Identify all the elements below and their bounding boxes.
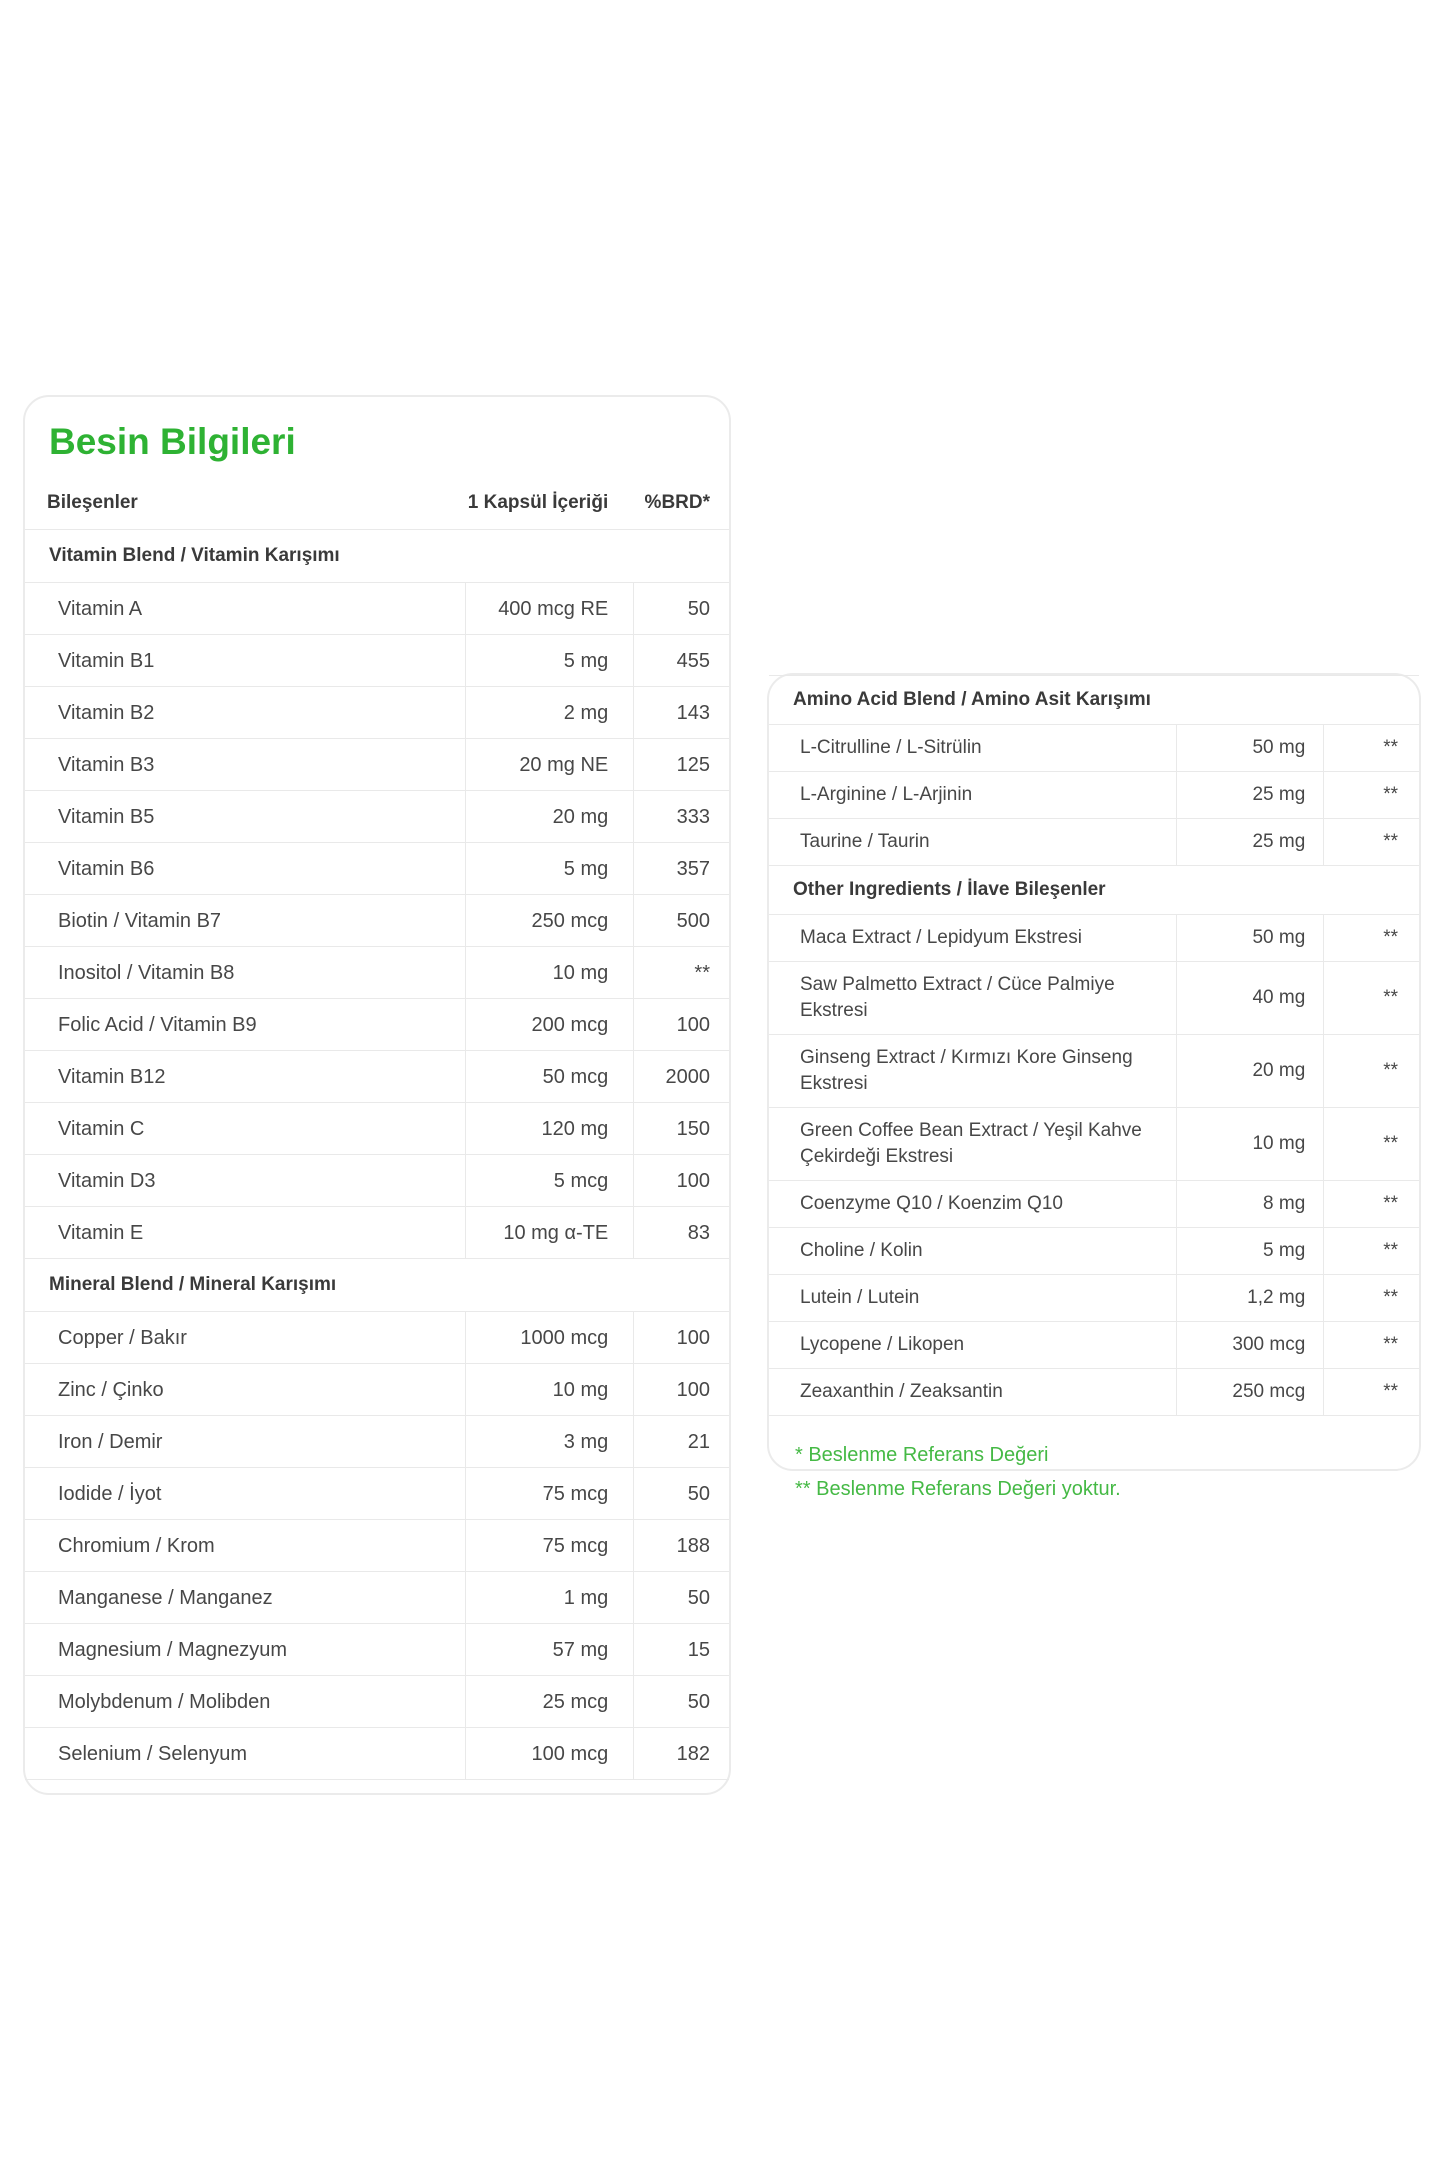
ingredient-amount-cell: [1176, 1108, 1324, 1180]
ingredient-name-cell: [25, 1364, 465, 1415]
ingredient-brd-cell: [633, 583, 729, 634]
ingredient-brd-cell-text: **: [1383, 1193, 1398, 1214]
ingredient-brd-cell-text: 50: [687, 1690, 710, 1713]
ingredient-row: [25, 1727, 729, 1779]
ingredient-brd-cell-text: 100: [676, 1169, 710, 1192]
ingredient-amount-cell: [1176, 725, 1324, 771]
ingredient-row: [25, 842, 729, 894]
column-header-per-capsule: 1 Kapsül İçeriği: [467, 492, 609, 513]
ingredient-amount-cell: [465, 1103, 634, 1154]
ingredient-brd-cell: [1323, 1322, 1419, 1368]
ingredient-amount-cell: [1176, 1275, 1324, 1321]
ingredient-name-cell: [769, 1275, 1176, 1321]
ingredient-name-cell: [769, 1181, 1176, 1227]
ingredient-amount-cell: [465, 1312, 634, 1363]
ingredient-amount-cell: [1176, 772, 1324, 818]
ingredient-row: [25, 1415, 729, 1467]
ingredient-amount-cell: [465, 1364, 634, 1415]
ingredient-name-cell: [769, 725, 1176, 771]
supplement-facts-card: [767, 673, 1421, 1500]
ingredient-brd-cell-text: 83: [687, 1221, 710, 1244]
ingredient-amount-cell-text: 120 mg: [541, 1117, 609, 1140]
ingredient-name-cell: [769, 1035, 1176, 1107]
ingredient-amount-cell-text: 5 mcg: [553, 1169, 609, 1192]
ingredient-row: [769, 724, 1419, 771]
ingredient-brd-cell: [1323, 819, 1419, 865]
ingredient-name-cell-text: Vitamin E: [58, 1221, 144, 1244]
column-header-row: [25, 477, 729, 529]
ingredient-name-cell: [769, 915, 1176, 961]
ingredient-name-cell: [25, 1103, 465, 1154]
ingredient-name-cell: [25, 1155, 465, 1206]
ingredient-brd-cell: [633, 1051, 729, 1102]
ingredient-amount-cell: [465, 1572, 634, 1623]
ingredient-name-cell: [25, 1572, 465, 1623]
ingredient-brd-cell-text: 100: [676, 1378, 710, 1401]
ingredient-brd-cell-text: 50: [687, 1586, 710, 1609]
ingredient-brd-cell-text: 2000: [665, 1065, 710, 1088]
ingredient-amount-cell-text: 3 mg: [563, 1430, 609, 1453]
ingredient-amount-cell-text: 10 mg α-TE: [503, 1221, 609, 1244]
supplement-table-body: [769, 675, 1419, 1415]
ingredient-name-cell-text: Folic Acid / Vitamin B9: [58, 1013, 257, 1036]
ingredient-name-cell-text: Vitamin B6: [58, 857, 155, 880]
ingredient-amount-cell: [465, 635, 634, 686]
ingredient-brd-cell-text: 455: [676, 649, 710, 672]
ingredient-row: [25, 634, 729, 686]
ingredient-amount-cell: [465, 895, 634, 946]
ingredient-name-cell-text: Magnesium / Magnezyum: [58, 1638, 287, 1661]
ingredient-amount-cell-text: 1,2 mg: [1247, 1287, 1306, 1308]
ingredient-name-cell-text: Biotin / Vitamin B7: [58, 909, 222, 932]
ingredient-amount-cell: [465, 1051, 634, 1102]
ingredient-amount-cell: [1176, 1228, 1324, 1274]
ingredient-brd-cell: [1323, 725, 1419, 771]
ingredient-name-cell: [25, 1624, 465, 1675]
footnote-no-reference-value: ** Beslenme Referans Değeri yoktur.: [795, 1478, 1121, 1500]
footnotes-block: [769, 1415, 1419, 1506]
ingredient-name-cell-text: L-Citrulline / L-Sitrülin: [800, 737, 982, 758]
ingredient-name-cell-text: Green Coffee Bean Extract / Yeşil Kahve Çekirdeği Ekstresi: [800, 1120, 1142, 1167]
ingredient-brd-cell-text: **: [1383, 1133, 1398, 1154]
ingredient-amount-cell: [1176, 819, 1324, 865]
footnote-reference-value: * Beslenme Referans Değeri: [795, 1444, 1049, 1466]
ingredient-brd-cell: [1323, 1228, 1419, 1274]
nutrition-card-header: [25, 397, 729, 529]
ingredient-name-cell-text: Copper / Bakır: [58, 1326, 187, 1349]
column-header-brd: %BRD*: [644, 492, 710, 513]
ingredient-brd-cell: [633, 1572, 729, 1623]
ingredient-row: [25, 738, 729, 790]
ingredient-amount-cell: [465, 1207, 634, 1258]
ingredient-amount-cell: [1176, 1322, 1324, 1368]
ingredient-row: [25, 1675, 729, 1727]
column-header-components: Bileşenler: [47, 492, 138, 513]
ingredient-brd-cell: [1323, 1275, 1419, 1321]
nutrition-facts-card: [23, 395, 731, 1795]
ingredient-row: [769, 1034, 1419, 1107]
ingredient-name-cell-text: Zeaxanthin / Zeaksantin: [800, 1381, 1003, 1402]
ingredient-name-cell-text: Lutein / Lutein: [800, 1287, 920, 1308]
section-header-row: Other Ingredients / İlave Bileşenler: [769, 865, 1419, 914]
ingredient-row: [25, 1467, 729, 1519]
ingredient-name-cell: [769, 1322, 1176, 1368]
ingredient-row: [769, 1368, 1419, 1415]
ingredient-name-cell: [25, 1416, 465, 1467]
ingredient-name-cell: [25, 1520, 465, 1571]
ingredient-amount-cell-text: 8 mg: [1263, 1193, 1306, 1214]
ingredient-amount-cell: [465, 791, 634, 842]
ingredient-row: [25, 582, 729, 634]
ingredient-amount-cell-text: 57 mg: [552, 1638, 609, 1661]
ingredient-row: [769, 818, 1419, 865]
ingredient-amount-cell-text: 25 mg: [1252, 831, 1306, 852]
ingredient-name-cell-text: Vitamin D3: [58, 1169, 156, 1192]
ingredient-amount-cell-text: 50 mg: [1252, 737, 1306, 758]
ingredient-amount-cell: [465, 583, 634, 634]
ingredient-row: [25, 894, 729, 946]
ingredient-amount-cell-text: 10 mg: [552, 1378, 609, 1401]
ingredient-amount-cell: [465, 843, 634, 894]
ingredient-amount-cell-text: 250 mcg: [1232, 1381, 1306, 1402]
ingredient-name-cell-text: Vitamin B2: [58, 701, 155, 724]
ingredient-name-cell: [25, 999, 465, 1050]
ingredient-row: [25, 790, 729, 842]
ingredient-amount-cell: [465, 1416, 634, 1467]
ingredient-name-cell-text: Vitamin B5: [58, 805, 155, 828]
ingredient-brd-cell: [633, 947, 729, 998]
ingredient-brd-cell-text: 125: [676, 753, 710, 776]
ingredient-amount-cell: [465, 1728, 634, 1779]
ingredient-name-cell-text: Zinc / Çinko: [58, 1378, 164, 1401]
ingredient-brd-cell-text: 188: [676, 1534, 710, 1557]
ingredient-amount-cell-text: 200 mcg: [531, 1013, 609, 1036]
section-header-row: Amino Acid Blend / Amino Asit Karışımı: [769, 675, 1419, 724]
ingredient-brd-cell-text: 15: [687, 1638, 710, 1661]
ingredient-brd-cell: [633, 635, 729, 686]
ingredient-name-cell-text: Molybdenum / Molibden: [58, 1690, 271, 1713]
ingredient-brd-cell: [1323, 1181, 1419, 1227]
ingredient-row: [769, 1274, 1419, 1321]
ingredient-name-cell: [769, 772, 1176, 818]
ingredient-name-cell: [25, 1051, 465, 1102]
ingredient-amount-cell-text: 25 mg: [1252, 784, 1306, 805]
ingredient-brd-cell-text: 21: [687, 1430, 710, 1453]
ingredient-amount-cell-text: 20 mg NE: [519, 753, 609, 776]
ingredient-brd-cell: [633, 1416, 729, 1467]
section-header-row: Mineral Blend / Mineral Karışımı: [25, 1258, 729, 1311]
ingredient-brd-cell: [633, 1676, 729, 1727]
ingredient-amount-cell-text: 10 mg: [552, 961, 609, 984]
ingredient-name-cell-text: Iron / Demir: [58, 1430, 163, 1453]
ingredient-name-cell: [25, 1468, 465, 1519]
ingredient-amount-cell: [465, 1624, 634, 1675]
ingredient-amount-cell-text: 20 mg: [552, 805, 609, 828]
ingredient-brd-cell: [633, 1207, 729, 1258]
ingredient-amount-cell-text: 1 mg: [563, 1586, 609, 1609]
ingredient-amount-cell: [465, 1520, 634, 1571]
ingredient-name-cell-text: Choline / Kolin: [800, 1240, 923, 1261]
ingredient-brd-cell-text: 50: [687, 597, 710, 620]
ingredient-brd-cell: [1323, 962, 1419, 1034]
ingredient-name-cell-text: Vitamin B12: [58, 1065, 166, 1088]
ingredient-brd-cell-text: **: [1383, 927, 1398, 948]
ingredient-brd-cell-text: **: [1383, 1334, 1398, 1355]
ingredient-amount-cell-text: 5 mg: [563, 857, 609, 880]
ingredient-row: [769, 1180, 1419, 1227]
ingredient-amount-cell-text: 50 mcg: [542, 1065, 609, 1088]
ingredient-name-cell-text: L-Arginine / L-Arjinin: [800, 784, 973, 805]
ingredient-name-cell: [769, 1228, 1176, 1274]
ingredient-brd-cell: [633, 1520, 729, 1571]
ingredient-brd-cell: [633, 895, 729, 946]
ingredient-row: [25, 1050, 729, 1102]
ingredient-name-cell-text: Coenzyme Q10 / Koenzim Q10: [800, 1193, 1063, 1214]
ingredient-brd-cell-text: 357: [676, 857, 710, 880]
ingredient-row: [769, 1227, 1419, 1274]
ingredient-row: [25, 1102, 729, 1154]
ingredient-name-cell-text: Ginseng Extract / Kırmızı Kore Ginseng Ekstresi: [800, 1047, 1133, 1094]
ingredient-amount-cell-text: 50 mg: [1252, 927, 1306, 948]
ingredient-name-cell-text: Saw Palmetto Extract / Cüce Palmiye Ekstresi: [800, 974, 1115, 1021]
ingredient-brd-cell: [1323, 915, 1419, 961]
ingredient-name-cell-text: Taurine / Taurin: [800, 831, 930, 852]
ingredient-amount-cell: [1176, 1181, 1324, 1227]
ingredient-brd-cell-text: **: [1383, 987, 1398, 1008]
ingredient-brd-cell: [1323, 1035, 1419, 1107]
ingredient-row: [25, 1363, 729, 1415]
ingredient-amount-cell: [1176, 1369, 1324, 1415]
ingredient-row: [25, 1311, 729, 1363]
ingredient-brd-cell-text: **: [1383, 784, 1398, 805]
ingredient-amount-cell-text: 2 mg: [563, 701, 609, 724]
ingredient-name-cell-text: Iodide / İyot: [58, 1482, 162, 1505]
ingredient-name-cell: [769, 962, 1176, 1034]
ingredient-name-cell: [25, 1676, 465, 1727]
ingredient-row: [769, 1107, 1419, 1180]
ingredient-brd-cell-text: **: [1383, 1060, 1398, 1081]
ingredient-name-cell: [25, 739, 465, 790]
ingredient-amount-cell: [465, 1676, 634, 1727]
ingredient-amount-cell-text: 5 mg: [1263, 1240, 1306, 1261]
ingredient-amount-cell-text: 400 mcg RE: [498, 597, 609, 620]
ingredient-name-cell: [25, 687, 465, 738]
ingredient-brd-cell: [633, 791, 729, 842]
ingredient-row: [25, 946, 729, 998]
ingredient-name-cell: [25, 1728, 465, 1779]
ingredient-row: [769, 1321, 1419, 1368]
ingredient-brd-cell: [1323, 1369, 1419, 1415]
ingredient-amount-cell-text: 75 mcg: [542, 1482, 609, 1505]
ingredient-amount-cell-text: 100 mcg: [531, 1742, 609, 1765]
ingredient-amount-cell: [465, 947, 634, 998]
ingredient-name-cell-text: Inositol / Vitamin B8: [58, 961, 235, 984]
ingredient-name-cell-text: Vitamin B3: [58, 753, 155, 776]
ingredient-row: [25, 998, 729, 1050]
ingredient-amount-cell-text: 25 mcg: [542, 1690, 609, 1713]
ingredient-brd-cell: [633, 1624, 729, 1675]
ingredient-brd-cell-text: 182: [676, 1742, 710, 1765]
ingredient-brd-cell: [633, 843, 729, 894]
ingredient-amount-cell: [465, 1155, 634, 1206]
ingredient-row: [25, 1571, 729, 1623]
ingredient-amount-cell-text: 5 mg: [563, 649, 609, 672]
ingredient-name-cell: [769, 1108, 1176, 1180]
ingredient-row: [769, 914, 1419, 961]
ingredient-brd-cell-text: **: [1383, 831, 1398, 852]
ingredient-brd-cell-text: 143: [676, 701, 710, 724]
ingredient-amount-cell: [1176, 915, 1324, 961]
ingredient-row: [769, 771, 1419, 818]
ingredient-name-cell-text: Selenium / Selenyum: [58, 1742, 247, 1765]
ingredient-brd-cell: [633, 739, 729, 790]
ingredient-brd-cell: [1323, 772, 1419, 818]
ingredient-amount-cell-text: 300 mcg: [1232, 1334, 1306, 1355]
ingredient-name-cell: [25, 1312, 465, 1363]
ingredient-brd-cell: [633, 1364, 729, 1415]
ingredient-brd-cell: [1323, 1108, 1419, 1180]
ingredient-brd-cell-text: 500: [676, 909, 710, 932]
ingredient-brd-cell: [633, 687, 729, 738]
ingredient-brd-cell-text: 100: [676, 1326, 710, 1349]
nutrition-table-body: [25, 529, 729, 1779]
ingredient-amount-cell-text: 20 mg: [1252, 1060, 1306, 1081]
ingredient-row: [25, 1206, 729, 1258]
ingredient-brd-cell: [633, 1155, 729, 1206]
section-header-row: Vitamin Blend / Vitamin Karışımı: [25, 529, 729, 582]
ingredient-name-cell-text: Chromium / Krom: [58, 1534, 215, 1557]
ingredient-brd-cell-text: **: [1383, 1381, 1398, 1402]
ingredient-row: [769, 961, 1419, 1034]
ingredient-name-cell: [25, 895, 465, 946]
ingredient-name-cell: [25, 635, 465, 686]
ingredient-name-cell: [769, 1369, 1176, 1415]
ingredient-amount-cell-text: 1000 mcg: [520, 1326, 609, 1349]
ingredient-brd-cell-text: **: [1383, 1287, 1398, 1308]
ingredient-amount-cell: [465, 999, 634, 1050]
ingredient-amount-cell: [465, 1468, 634, 1519]
ingredient-name-cell-text: Vitamin B1: [58, 649, 155, 672]
ingredient-row: [25, 1154, 729, 1206]
ingredient-row: [25, 686, 729, 738]
ingredient-name-cell-text: Lycopene / Likopen: [800, 1334, 965, 1355]
ingredient-brd-cell-text: 333: [676, 805, 710, 828]
ingredient-name-cell: [25, 843, 465, 894]
ingredient-brd-cell-text: **: [1383, 737, 1398, 758]
ingredient-amount-cell-text: 75 mcg: [542, 1534, 609, 1557]
ingredient-brd-cell-text: 50: [687, 1482, 710, 1505]
ingredient-amount-cell-text: 250 mcg: [531, 909, 609, 932]
ingredient-amount-cell: [1176, 1035, 1324, 1107]
ingredient-amount-cell: [465, 739, 634, 790]
ingredient-brd-cell: [633, 1103, 729, 1154]
ingredient-brd-cell-text: 150: [676, 1117, 710, 1140]
ingredient-brd-cell: [633, 1728, 729, 1779]
ingredient-brd-cell-text: 100: [676, 1013, 710, 1036]
ingredient-amount-cell: [1176, 962, 1324, 1034]
ingredient-brd-cell: [633, 1468, 729, 1519]
ingredient-brd-cell: [633, 999, 729, 1050]
ingredient-brd-cell-text: **: [694, 961, 710, 984]
ingredient-name-cell-text: Vitamin C: [58, 1117, 145, 1140]
ingredient-name-cell: [25, 791, 465, 842]
card-title: Besin Bilgileri: [49, 421, 296, 462]
ingredient-name-cell: [25, 1207, 465, 1258]
card-bottom-spacer: [25, 1779, 729, 1793]
ingredient-brd-cell: [633, 1312, 729, 1363]
ingredient-name-cell-text: Vitamin A: [58, 597, 143, 620]
ingredient-row: [25, 1623, 729, 1675]
ingredient-brd-cell-text: **: [1383, 1240, 1398, 1261]
ingredient-row: [25, 1519, 729, 1571]
ingredient-name-cell: [769, 819, 1176, 865]
ingredient-name-cell-text: Maca Extract / Lepidyum Ekstresi: [800, 927, 1082, 948]
ingredient-amount-cell: [465, 687, 634, 738]
ingredient-name-cell: [25, 947, 465, 998]
ingredient-name-cell: [25, 583, 465, 634]
ingredient-name-cell-text: Manganese / Manganez: [58, 1586, 273, 1609]
ingredient-amount-cell-text: 10 mg: [1252, 1133, 1306, 1154]
ingredient-amount-cell-text: 40 mg: [1252, 987, 1306, 1008]
